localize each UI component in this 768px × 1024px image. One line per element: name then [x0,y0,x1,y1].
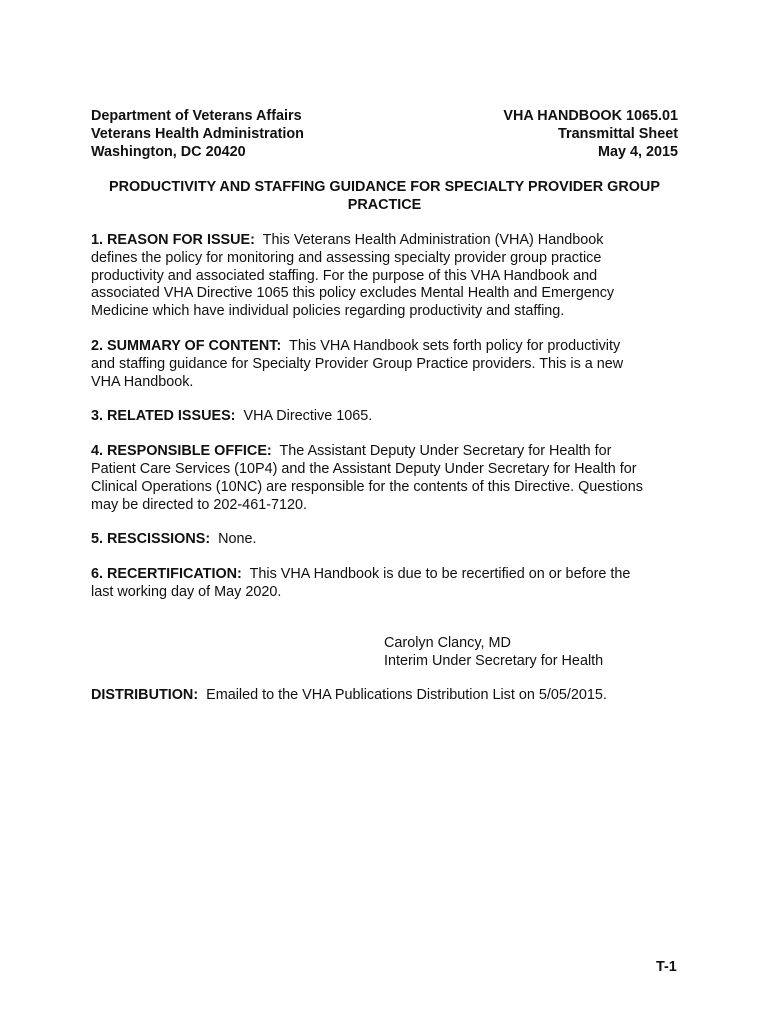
sheet-type: Transmittal Sheet [558,125,678,142]
location: Washington, DC 20420 [91,143,246,160]
section-summary-of-content [91,338,678,391]
section-label: 2. SUMMARY OF CONTENT: [91,337,282,354]
section-line: Clinical Operations (10NC) are responsible for the contents of this Directive. Questions [91,478,643,495]
section-label: 3. RELATED ISSUES: [91,408,236,425]
department-name: Department of Veterans Affairs [91,108,302,124]
section-line: may be directed to 202-461-7120. [91,496,308,513]
handbook-number: VHA HANDBOOK 1065.01 [503,108,678,124]
section-responsible-office [91,443,678,514]
issue-date: May 4, 2015 [597,143,678,160]
section-line: Patient Care Services (10P4) and the Assistant Deputy Under Secretary for Health for [91,460,637,477]
section-label: 1. REASON FOR ISSUE: [91,231,255,248]
section-text: VHA Directive 1065. [243,408,373,425]
distribution-line [91,687,678,705]
section-line: productivity and associated staffing. For the purpose of this VHA Handbook and [91,267,598,284]
section-recertification [91,566,678,602]
title-line: PRACTICE [347,197,422,214]
distribution-text: Emailed to the VHA Publications Distribution List on 5/05/2015. [206,687,607,704]
title-line: PRODUCTIVITY AND STAFFING GUIDANCE FOR SPECIALTY PROVIDER GROUP [109,179,660,196]
section-line [91,531,678,549]
section-label: 4. RESPONSIBLE OFFICE: [91,443,272,460]
section-line: VHA Handbook. [91,373,194,390]
section-text: This VHA Handbook is due to be recertified on or before the [249,566,631,583]
page-number: T-1 [656,959,677,975]
document-title [91,179,678,215]
section-text: None. [218,531,257,548]
signature-block [384,635,678,671]
section-line: last working day of May 2020. [91,583,282,600]
section-label: 6. RECERTIFICATION: [91,566,242,583]
document-page [91,108,678,705]
section-line: and staffing guidance for Specialty Provider Group Practice providers. This is a new [91,355,624,372]
section-related-issues [91,408,678,426]
document-header [91,108,678,161]
section-text: This VHA Handbook sets forth policy for productivity [289,337,621,354]
section-reason-for-issue [91,232,678,321]
section-text: This Veterans Health Administration (VHA) Handbook [262,231,604,248]
handbook-block [503,108,678,161]
section-text: The Assistant Deputy Under Secretary for Health for [279,443,612,460]
administration-name: Veterans Health Administration [91,125,304,142]
section-line [91,232,678,250]
section-line: associated VHA Directive 1065 this policy excludes Mental Health and Emergency [91,285,615,302]
section-rescissions [91,531,678,549]
section-line [91,338,678,356]
signatory-title: Interim Under Secretary for Health [384,652,604,669]
section-label: 5. RESCISSIONS: [91,531,211,548]
section-line [91,566,678,584]
section-line: Medicine which have individual policies regarding productivity and staffing. [91,303,565,320]
signatory-name: Carolyn Clancy, MD [384,634,511,651]
section-line [91,408,678,426]
section-line: defines the policy for monitoring and assessing specialty provider group practice [91,249,602,266]
agency-block [91,108,304,161]
distribution-label: DISTRIBUTION: [91,687,199,704]
section-line [91,443,678,461]
